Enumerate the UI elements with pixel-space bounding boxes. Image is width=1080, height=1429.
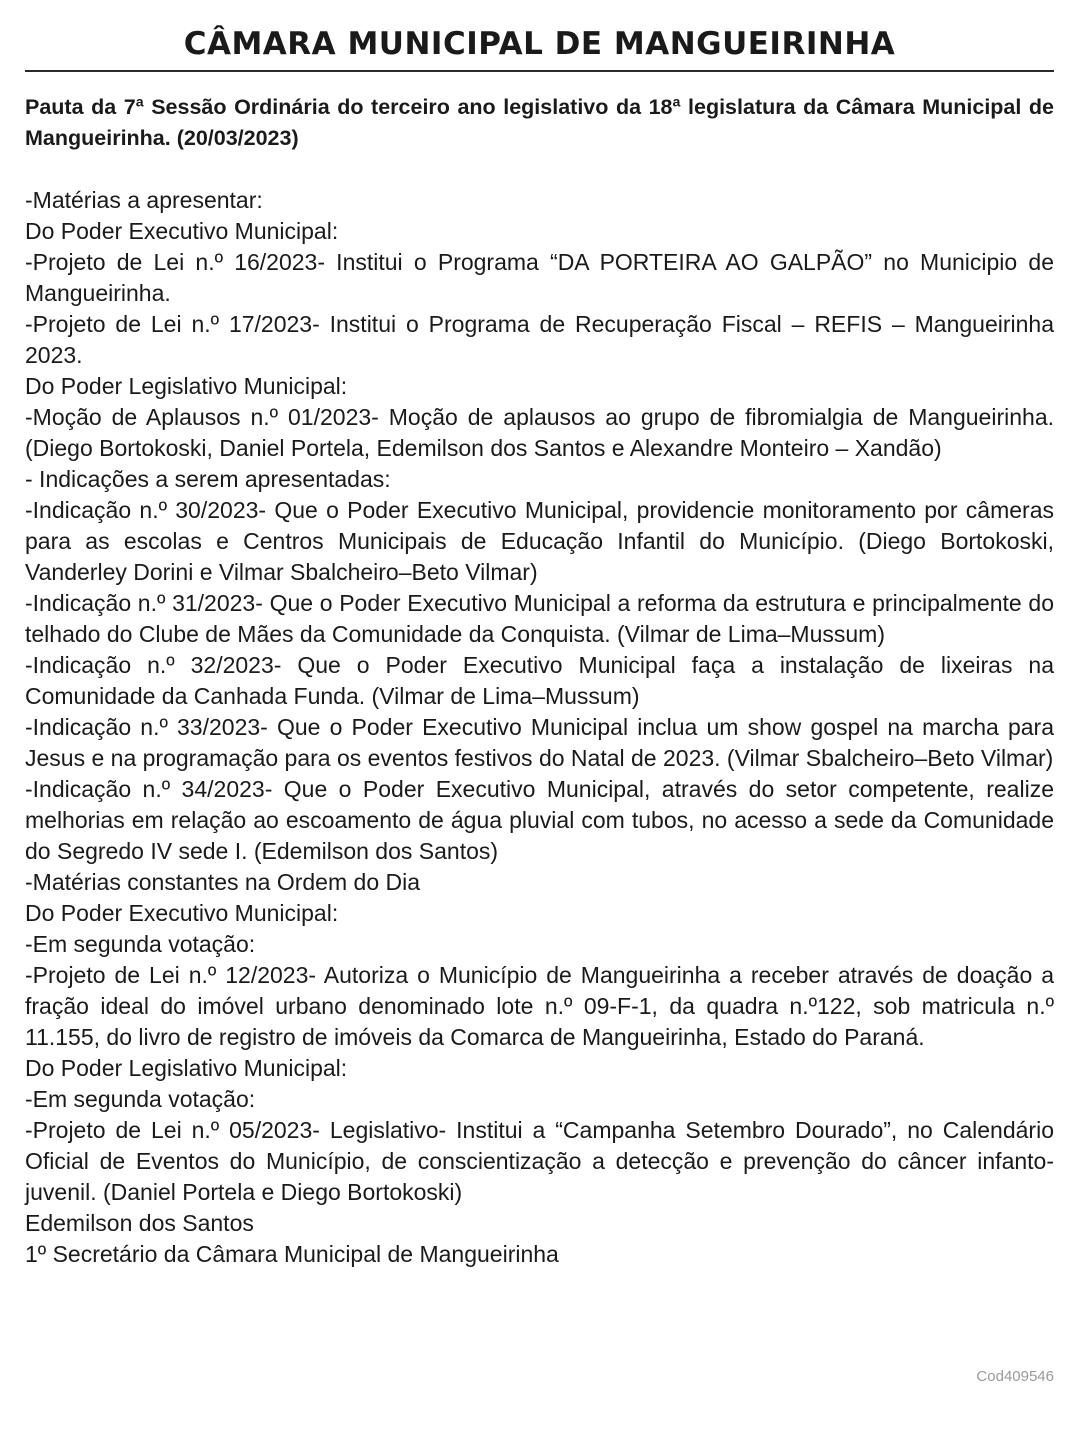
section-heading: Do Poder Executivo Municipal: — [25, 218, 339, 244]
document-code: Cod409546 — [976, 1368, 1054, 1385]
document-body — [25, 185, 1054, 1270]
agenda-item: -Indicação n.º 33/2023- Que o Poder Executivo Municipal inclua um show gospel na marcha para Jesus e na programação para os eventos festivos do Natal de 2023. (Vilmar Sbalcheiro–Beto Vilmar) — [25, 714, 1054, 771]
document-subtitle: Pauta da 7ª Sessão Ordinária do terceiro ano legislativo da 18ª legislatura da Câmara Municipal de Mangueirinha. (20/03/2023) — [25, 95, 1054, 150]
agenda-item: -Projeto de Lei n.º 12/2023- Autoriza o Município de Mangueirinha a receber através de doação a fração ideal do imóvel urbano denominado lote n.º 09-F-1, da quadra n.º122, sob matricula n.º 11.155, do livro de registro de imóveis da Comarca de Mangueirinha, Estado do Paraná. — [25, 962, 1054, 1050]
agenda-item: -Moção de Aplausos n.º 01/2023- Moção de aplausos ao grupo de fibromialgia de Mangueirinha. (Diego Bortokoski, Daniel Portela, Edemilson dos Santos e Alexandre Monteiro – Xandão) — [25, 404, 1054, 461]
agenda-item: -Indicação n.º 31/2023- Que o Poder Executivo Municipal a reforma da estrutura e principalmente do telhado do Clube de Mães da Comunidade da Conquista. (Vilmar de Lima–Mussum) — [25, 590, 1054, 647]
agenda-item: -Projeto de Lei n.º 05/2023- Legislativo- Institui a “Campanha Setembro Dourado”, no Calendário Oficial de Eventos do Município, de conscientização a detecção e prevenção do câncer infanto-juvenil. (Daniel Portela e Diego Bortokoski) — [25, 1117, 1054, 1205]
page-title: CÂMARA MUNICIPAL DE MANGUEIRINHA — [183, 26, 896, 62]
section-heading: -Em segunda votação: — [25, 931, 256, 957]
section-heading: Do Poder Legislativo Municipal: — [25, 1055, 348, 1081]
agenda-item: -Indicação n.º 32/2023- Que o Poder Executivo Municipal faça a instalação de lixeiras na Comunidade da Canhada Funda. (Vilmar de Lima–Mussum) — [25, 652, 1054, 709]
section-heading: -Matérias a apresentar: — [25, 187, 263, 213]
agenda-item: -Indicação n.º 34/2023- Que o Poder Executivo Municipal, através do setor competente, realize melhorias em relação ao escoamento de água pluvial com tubos, no acesso a sede da Comunidade do Segredo IV sede I. (Edemilson dos Santos) — [25, 776, 1054, 864]
signature-title: 1º Secretário da Câmara Municipal de Mangueirinha — [25, 1241, 559, 1267]
signature-name: Edemilson dos Santos — [25, 1210, 254, 1236]
section-heading: - Indicações a serem apresentadas: — [25, 466, 391, 492]
section-heading: Do Poder Legislativo Municipal: — [25, 373, 348, 399]
agenda-item: -Projeto de Lei n.º 17/2023- Institui o Programa de Recuperação Fiscal – REFIS – Mangueirinha 2023. — [25, 311, 1054, 368]
agenda-item: -Projeto de Lei n.º 16/2023- Institui o Programa “DA PORTEIRA AO GALPÃO” no Municipio de Mangueirinha. — [25, 249, 1054, 306]
section-heading: Do Poder Executivo Municipal: — [25, 900, 339, 926]
document-page — [25, 0, 1054, 1270]
agenda-item: -Indicação n.º 30/2023- Que o Poder Executivo Municipal, providencie monitoramento por câmeras para as escolas e Centros Municipais de Educação Infantil do Município. (Diego Bortokoski, Vanderley Dorini e Vilmar Sbalcheiro–Beto Vilmar) — [25, 497, 1054, 585]
section-heading: -Em segunda votação: — [25, 1086, 256, 1112]
section-heading: -Matérias constantes na Ordem do Dia — [25, 869, 421, 895]
header-divider — [25, 70, 1054, 72]
